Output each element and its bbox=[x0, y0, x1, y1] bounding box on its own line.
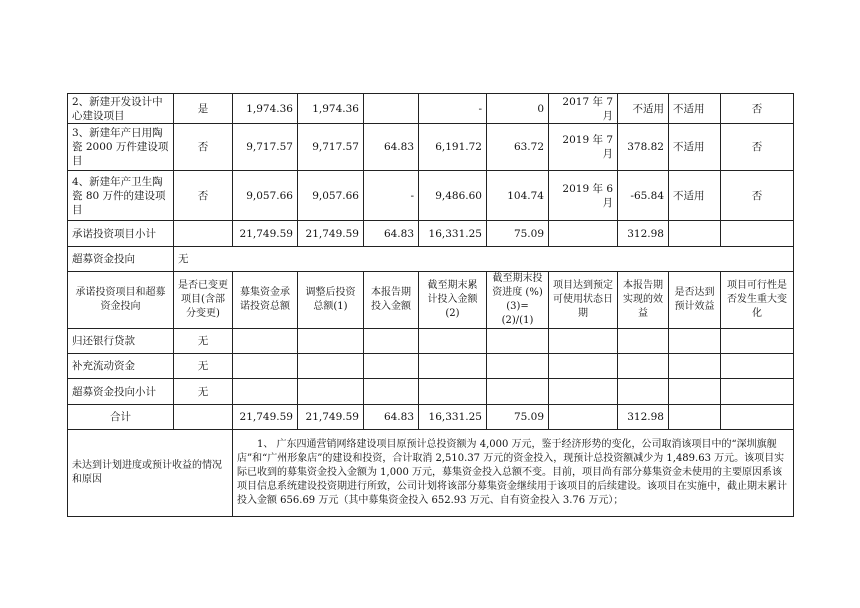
row-value: 无 bbox=[174, 354, 233, 379]
table-row bbox=[68, 379, 794, 405]
table-row bbox=[68, 354, 794, 379]
total-label: 合计 bbox=[68, 405, 174, 430]
header-feasibility: 项目可行性是否发生重大变化 bbox=[721, 272, 794, 329]
committed-cell: 9,717.57 bbox=[233, 124, 298, 171]
committed-cell: 21,749.59 bbox=[233, 221, 298, 247]
overraise-label: 超募资金投向 bbox=[68, 247, 174, 272]
current-cell: 64.83 bbox=[364, 124, 419, 171]
expected-cell: 不适用 bbox=[669, 124, 721, 171]
header-changed: 是否已变更项目(含部分变更) bbox=[174, 272, 233, 329]
header-investment: 承诺投资项目和超募资金投向 bbox=[68, 272, 174, 329]
committed-cell: 9,057.66 bbox=[233, 171, 298, 221]
header-current: 本报告期投入金额 bbox=[364, 272, 419, 329]
progress-cell: 75.09 bbox=[487, 221, 549, 247]
row-value: 无 bbox=[174, 379, 233, 405]
empty-cell bbox=[721, 221, 794, 247]
committed-cell: 21,749.59 bbox=[233, 405, 298, 430]
row-label: 归还银行贷款 bbox=[68, 329, 174, 354]
changed-cell: 否 bbox=[174, 171, 233, 221]
table-row bbox=[68, 171, 794, 221]
cumulative-cell: 16,331.25 bbox=[419, 405, 487, 430]
subtotal-row bbox=[68, 221, 794, 247]
cumulative-cell: 16,331.25 bbox=[419, 221, 487, 247]
current-cell: 64.83 bbox=[364, 221, 419, 247]
adjusted-cell: 21,749.59 bbox=[298, 221, 364, 247]
progress-cell: 104.74 bbox=[487, 171, 549, 221]
adjusted-cell: 1,974.36 bbox=[298, 94, 364, 124]
feasibility-cell: 否 bbox=[721, 124, 794, 171]
row-label: 超募资金投向小计 bbox=[68, 379, 174, 405]
row-label: 补充流动资金 bbox=[68, 354, 174, 379]
note-row bbox=[68, 430, 794, 517]
benefit-cell: 312.98 bbox=[618, 405, 669, 430]
empty-cell bbox=[549, 405, 618, 430]
changed-cell: 是 bbox=[174, 94, 233, 124]
current-cell: - bbox=[364, 171, 419, 221]
table-row bbox=[68, 329, 794, 354]
committed-cell: 1,974.36 bbox=[233, 94, 298, 124]
benefit-cell: 312.98 bbox=[618, 221, 669, 247]
header-expected: 是否达到预计效益 bbox=[669, 272, 721, 329]
empty-cell bbox=[549, 221, 618, 247]
benefit-cell: -65.84 bbox=[618, 171, 669, 221]
expected-cell: 不适用 bbox=[669, 171, 721, 221]
progress-cell: 63.72 bbox=[487, 124, 549, 171]
adjusted-cell: 21,749.59 bbox=[298, 405, 364, 430]
note-body: 1、 广东四通营销网络建设项目原预计总投资额为 4,000 万元，鉴于经济形势的变化，公司取消该项目中的“深圳旗舰店”和“广州形象店”的建设和投资，合计取消 2,510.37 万元的资金投入，现预计总投资额减少为 1,489.63 万元。该项目实际已收到的募集资金投入金额为 1,000 万元，募集资金投入总额不变。目前，项目尚有部分募集资金未使用的主要原因系该项目信息系统建设投资期进行所致，公司计划将该部分募集资金继续用于该项目的后续建设。该项目在实施中，截止期末累计投入金额 656.69 万元（其中募集资金投入 652.93 万元、自有资金投入 3.76 万元）； bbox=[233, 430, 794, 517]
feasibility-cell: 否 bbox=[721, 94, 794, 124]
empty-cell bbox=[669, 405, 721, 430]
fund-usage-table bbox=[67, 93, 794, 517]
cumulative-cell: - bbox=[419, 94, 487, 124]
empty-cell bbox=[174, 221, 233, 247]
current-cell: 64.83 bbox=[364, 405, 419, 430]
expected-cell: 不适用 bbox=[669, 94, 721, 124]
changed-cell: 否 bbox=[174, 124, 233, 171]
header-ready-date: 项目达到预定可使用状态日期 bbox=[549, 272, 618, 329]
table-row bbox=[68, 94, 794, 124]
ready-date-cell: 2019 年 7 月 bbox=[549, 124, 618, 171]
header-cumulative: 截至期末累计投入金额(2) bbox=[419, 272, 487, 329]
benefit-cell: 不适用 bbox=[618, 94, 669, 124]
project-name: 2、新建开发设计中心建设项目 bbox=[68, 94, 174, 124]
project-name: 4、新建年产卫生陶瓷 80 万件的建设项目 bbox=[68, 171, 174, 221]
header-progress: 截至期末投资进度 (%) (3)=(2)/(1) bbox=[487, 272, 549, 329]
empty-cell bbox=[669, 221, 721, 247]
benefit-cell: 378.82 bbox=[618, 124, 669, 171]
project-name: 3、新建年产日用陶瓷 2000 万件建设项目 bbox=[68, 124, 174, 171]
total-row bbox=[68, 405, 794, 430]
subtotal-label: 承诺投资项目小计 bbox=[68, 221, 174, 247]
header-benefit: 本报告期实现的效益 bbox=[618, 272, 669, 329]
current-cell bbox=[364, 94, 419, 124]
empty-cell bbox=[174, 405, 233, 430]
cumulative-cell: 9,486.60 bbox=[419, 171, 487, 221]
column-header-row bbox=[68, 272, 794, 329]
ready-date-cell: 2017 年 7 月 bbox=[549, 94, 618, 124]
overraise-row bbox=[68, 247, 794, 272]
table-row bbox=[68, 124, 794, 171]
progress-cell: 0 bbox=[487, 94, 549, 124]
adjusted-cell: 9,057.66 bbox=[298, 171, 364, 221]
header-committed: 募集资金承诺投资总额 bbox=[233, 272, 298, 329]
note-label: 未达到计划进度或预计收益的情况和原因 bbox=[68, 430, 233, 517]
empty-cell bbox=[721, 405, 794, 430]
overraise-value: 无 bbox=[174, 247, 794, 272]
cumulative-cell: 6,191.72 bbox=[419, 124, 487, 171]
adjusted-cell: 9,717.57 bbox=[298, 124, 364, 171]
header-adjusted: 调整后投资总额(1) bbox=[298, 272, 364, 329]
progress-cell: 75.09 bbox=[487, 405, 549, 430]
ready-date-cell: 2019 年 6 月 bbox=[549, 171, 618, 221]
row-value: 无 bbox=[174, 329, 233, 354]
feasibility-cell: 否 bbox=[721, 171, 794, 221]
